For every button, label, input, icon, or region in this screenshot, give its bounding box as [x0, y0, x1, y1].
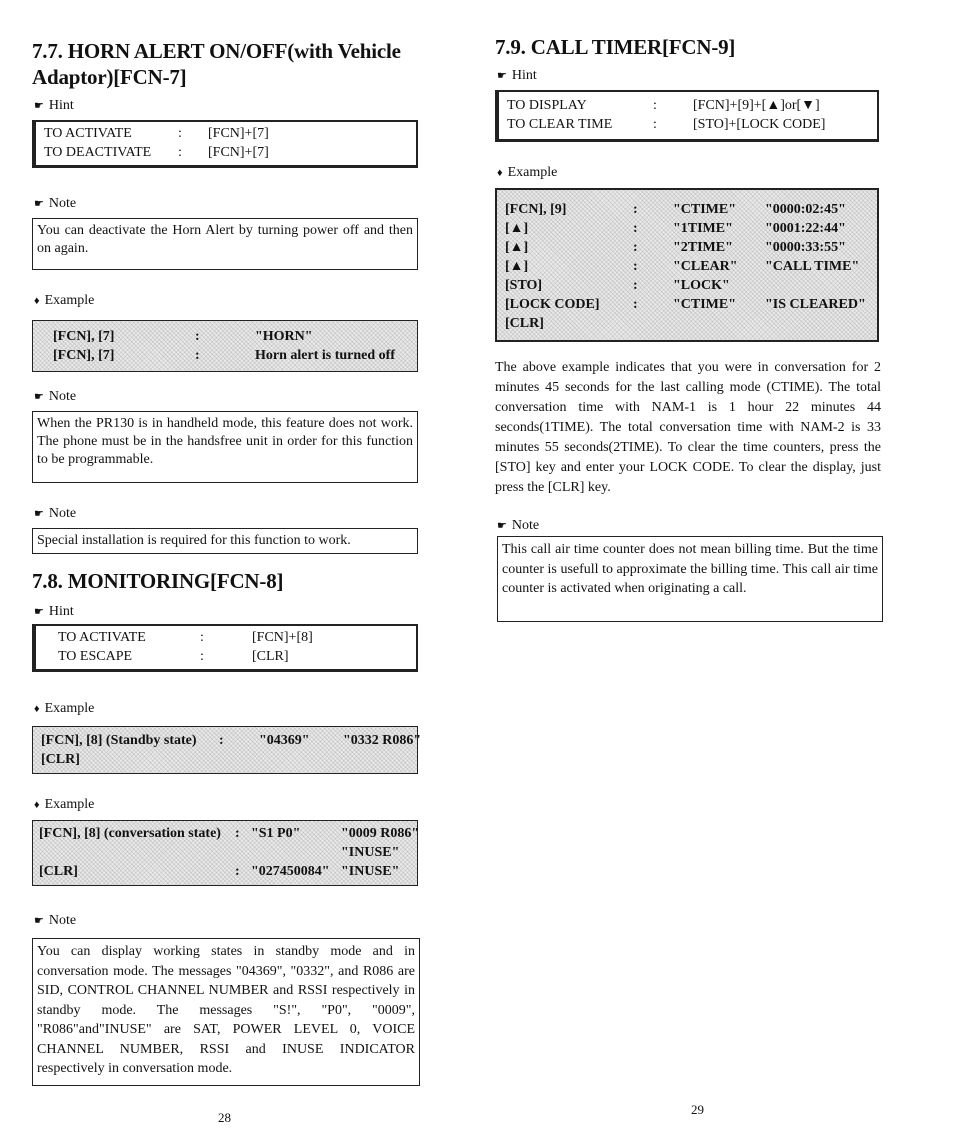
example-value: "CLEAR" [673, 259, 738, 274]
example-value: "IS CLEARED" [765, 297, 866, 312]
example-keys: [CLR] [505, 316, 544, 331]
example-sep: : [219, 732, 224, 748]
hint-action: TO ACTIVATE [58, 630, 146, 646]
hint-sep: : [200, 630, 204, 646]
example-sep: : [633, 297, 638, 312]
example-value: "0332 R086" [343, 732, 422, 748]
example-value: "0000:02:45" [765, 202, 846, 217]
hint-label: ☛ Hint [34, 604, 74, 619]
example-sep: : [633, 259, 638, 274]
example-display: "HORN" [255, 328, 313, 344]
example-keys: [STO] [505, 278, 543, 293]
hint-sep: : [178, 144, 182, 160]
example-keys: [▲] [505, 259, 529, 274]
section-7-7-title [32, 38, 452, 90]
bullet-mark-icon: ♦ [497, 167, 503, 179]
pointing-hand-icon: ☛ [34, 606, 44, 618]
example-keys: [▲] [505, 240, 529, 255]
note-label: ☛ Note [34, 389, 77, 404]
example-keys: [FCN], [7] [53, 328, 115, 344]
example-value: "S1 P0" [251, 825, 301, 841]
example-sep: : [633, 240, 638, 255]
pointing-hand-icon: ☛ [34, 508, 44, 520]
bullet-mark-icon: ♦ [34, 703, 40, 715]
example-sep: : [235, 825, 240, 841]
pointing-hand-icon: ☛ [497, 520, 507, 532]
hint-keys: [FCN]+[7] [208, 144, 269, 160]
section-7-9-title [495, 34, 915, 60]
example-keys: [CLR] [41, 751, 80, 767]
example-sep: : [633, 202, 638, 217]
example-keys: [FCN], [8] (Standby state) [41, 732, 197, 748]
note-label: ☛ Note [497, 518, 540, 533]
hint-sep: : [653, 117, 657, 133]
pointing-hand-icon: ☛ [34, 100, 44, 112]
example-keys: [FCN], [8] (conversation state) [39, 825, 221, 841]
hint-box-monitoring [32, 624, 418, 672]
page-number: 28 [218, 1110, 231, 1125]
example-box-call-timer [495, 188, 879, 342]
example-value: "LOCK" [673, 278, 730, 293]
bullet-mark-icon: ♦ [34, 295, 40, 307]
example-keys: [FCN], [7] [53, 347, 115, 363]
section-title: 7.9. CALL TIMER[FCN-9] [495, 35, 736, 59]
note-box-air-time: This call air time counter does not mean billing time. But the time counter is usefull to approximate the billing time. This call air time counter is activated when originating a call. [497, 536, 883, 622]
example-value: "027450084" [251, 864, 330, 880]
hint-sep: : [178, 126, 182, 142]
section-title: 7.8. MONITORING[FCN-8] [32, 569, 284, 593]
example-value: "0009 R086" [341, 825, 420, 841]
hint-keys: [FCN]+[9]+[▲]or[▼] [693, 97, 820, 113]
hint-keys: [STO]+[LOCK CODE] [693, 117, 826, 133]
hint-sep: : [200, 648, 204, 664]
example-value: "0000:33:55" [765, 240, 846, 255]
example-value: "INUSE" [341, 844, 400, 860]
example-value: "0001:22:44" [765, 221, 846, 236]
example-label: ♦ Example [34, 797, 95, 812]
hint-action: TO DEACTIVATE [44, 144, 152, 160]
example-value: "CTIME" [673, 202, 736, 217]
hint-action: TO DISPLAY [507, 97, 587, 113]
pointing-hand-icon: ☛ [34, 198, 44, 210]
example-sep: : [235, 864, 240, 880]
section-title-line1: 7.7. HORN ALERT ON/OFF(with Vehicle [32, 39, 401, 63]
example-sep: : [633, 278, 638, 293]
example-value: "1TIME" [673, 221, 733, 236]
page-number: 29 [691, 1102, 704, 1117]
pointing-hand-icon: ☛ [34, 391, 44, 403]
note-label: ☛ Note [34, 196, 77, 211]
example-label: ♦ Example [34, 293, 95, 308]
hint-action: TO CLEAR TIME [507, 117, 613, 133]
section-title-line2: Adaptor)[FCN-7] [32, 65, 187, 89]
pointing-hand-icon: ☛ [34, 915, 44, 927]
example-display: Horn alert is turned off [255, 347, 395, 363]
example-label: ♦ Example [34, 701, 95, 716]
note-box-handheld: When the PR130 is in handheld mode, this feature does not work. The phone must be in the handsfree unit in order for this function to be programmable. [32, 411, 418, 483]
note-label: ☛ Note [34, 913, 77, 928]
example-label: ♦ Example [497, 165, 558, 180]
example-keys: [CLR] [39, 864, 78, 880]
note-box-installation: Special installation is required for this function to work. [32, 528, 418, 554]
hint-sep: : [653, 97, 657, 113]
hint-label: ☛ Hint [497, 68, 537, 83]
note-box-working-states: You can display working states in standby mode and in conversation mode. The messages "04369", "0332", and R086 are SID, CONTROL CHANNEL NUMBER and RSSI respectively in standby mode. The messages "S!", "P0", "0009", "R086"and"INUSE" are SAT, POWER LEVEL 0, VOICE CHANNEL NUMBER, RSSI and INUSE INDICATOR respectively in conversation mode. [32, 938, 420, 1086]
hint-action: TO ACTIVATE [44, 126, 132, 142]
example-value: "2TIME" [673, 240, 733, 255]
example-value: "CALL TIME" [765, 259, 860, 274]
example-sep: : [633, 221, 638, 236]
bullet-mark-icon: ♦ [34, 799, 40, 811]
example-box-conversation [32, 820, 418, 886]
example-box-standby [32, 726, 422, 774]
example-sep: : [195, 328, 200, 344]
example-value: "04369" [259, 732, 310, 748]
example-value: "INUSE" [341, 864, 400, 880]
call-timer-description: The above example indicates that you were in conversation for 2 minutes 45 seconds for the last calling mode (CTIME). The total conversation time with NAM-1 is 1 hour 22 minutes 44 seconds(1TIME). The total conversation time with NAM-2 is 33 minutes 55 seconds(2TIME). To clear the time counters, press the [STO] key and enter your LOCK CODE. To clear the display, just press the [CLR] key. [495, 360, 881, 495]
example-keys: [LOCK CODE] [505, 297, 600, 312]
hint-keys: [CLR] [252, 648, 289, 664]
example-keys: [FCN], [9] [505, 202, 567, 217]
example-sep: : [195, 347, 200, 363]
hint-action: TO ESCAPE [58, 648, 133, 664]
hint-label: ☛ Hint [34, 98, 74, 113]
example-box-horn [32, 320, 418, 372]
hint-keys: [FCN]+[8] [252, 630, 313, 646]
note-label: ☛ Note [34, 506, 77, 521]
hint-box-call-timer [495, 90, 879, 142]
pointing-hand-icon: ☛ [497, 70, 507, 82]
example-value: "CTIME" [673, 297, 736, 312]
example-keys: [▲] [505, 221, 529, 236]
hint-box-horn [32, 120, 418, 168]
note-box-deactivate: You can deactivate the Horn Alert by turning power off and then on again. [32, 218, 418, 270]
hint-keys: [FCN]+[7] [208, 126, 269, 142]
section-7-8-title [32, 568, 452, 594]
